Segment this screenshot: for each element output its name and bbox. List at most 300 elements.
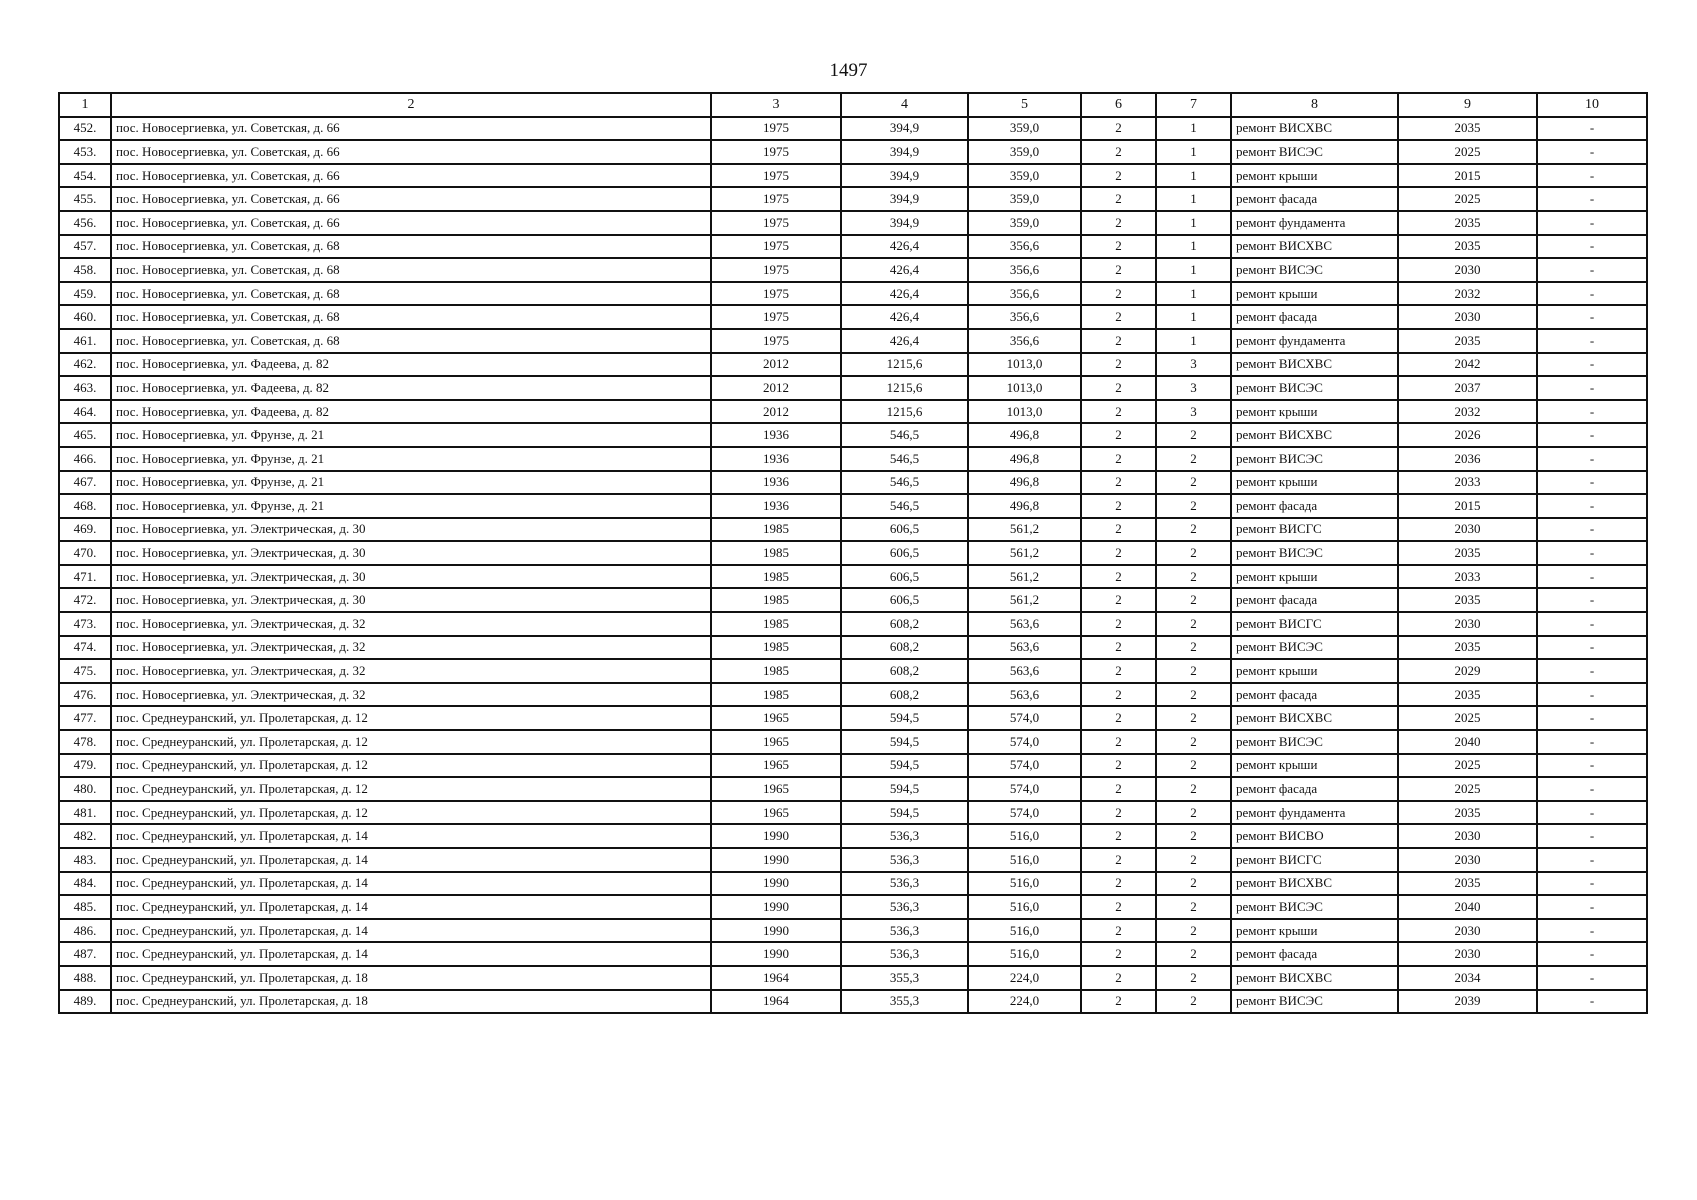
table-row <box>59 211 1647 235</box>
cell: 2 <box>1081 518 1156 542</box>
cell: 2042 <box>1398 353 1537 377</box>
table-row <box>59 824 1647 848</box>
cell: - <box>1537 801 1647 825</box>
cell: 1990 <box>711 895 841 919</box>
cell: 1975 <box>711 164 841 188</box>
cell: 2037 <box>1398 376 1537 400</box>
cell: 516,0 <box>968 848 1081 872</box>
cell: 2035 <box>1398 801 1537 825</box>
cell: 1 <box>1156 187 1231 211</box>
cell: - <box>1537 235 1647 259</box>
cell: 2 <box>1156 801 1231 825</box>
cell: 2 <box>1081 211 1156 235</box>
work-type-cell: ремонт фасада <box>1231 683 1398 707</box>
cell: 2029 <box>1398 659 1537 683</box>
table-row <box>59 754 1647 778</box>
cell: 1990 <box>711 919 841 943</box>
column-header: 2 <box>111 93 711 117</box>
row-number-cell: 478. <box>59 730 111 754</box>
cell: 1990 <box>711 872 841 896</box>
cell: 2 <box>1081 235 1156 259</box>
cell: 2 <box>1081 683 1156 707</box>
row-number-cell: 483. <box>59 848 111 872</box>
cell: 606,5 <box>841 518 968 542</box>
cell: 359,0 <box>968 140 1081 164</box>
row-number-cell: 474. <box>59 636 111 660</box>
work-type-cell: ремонт ВИСВО <box>1231 824 1398 848</box>
cell: 2 <box>1156 730 1231 754</box>
cell: 2030 <box>1398 919 1537 943</box>
cell: 594,5 <box>841 730 968 754</box>
cell: 2 <box>1156 447 1231 471</box>
cell: 563,6 <box>968 612 1081 636</box>
work-type-cell: ремонт крыши <box>1231 919 1398 943</box>
row-number-cell: 479. <box>59 754 111 778</box>
cell: 426,4 <box>841 329 968 353</box>
address-cell: пос. Новосергиевка, ул. Электрическая, д. 30 <box>111 588 711 612</box>
cell: 574,0 <box>968 706 1081 730</box>
table-row <box>59 164 1647 188</box>
cell: 2 <box>1156 895 1231 919</box>
work-type-cell: ремонт ВИСХВС <box>1231 706 1398 730</box>
cell: 2035 <box>1398 235 1537 259</box>
cell: 2 <box>1156 683 1231 707</box>
cell: 3 <box>1156 400 1231 424</box>
address-cell: пос. Среднеуранский, ул. Пролетарская, д. 14 <box>111 848 711 872</box>
cell: 2033 <box>1398 471 1537 495</box>
table-row <box>59 801 1647 825</box>
table-row <box>59 235 1647 259</box>
row-number-cell: 458. <box>59 258 111 282</box>
cell: - <box>1537 730 1647 754</box>
work-type-cell: ремонт фундамента <box>1231 801 1398 825</box>
column-header-row <box>59 93 1647 117</box>
cell: 2 <box>1156 659 1231 683</box>
cell: 1985 <box>711 541 841 565</box>
cell: - <box>1537 588 1647 612</box>
address-cell: пос. Новосергиевка, ул. Фадеева, д. 82 <box>111 376 711 400</box>
cell: - <box>1537 990 1647 1014</box>
address-cell: пос. Новосергиевка, ул. Советская, д. 66 <box>111 211 711 235</box>
cell: 2 <box>1081 258 1156 282</box>
address-cell: пос. Новосергиевка, ул. Советская, д. 68 <box>111 305 711 329</box>
address-cell: пос. Новосергиевка, ул. Советская, д. 68 <box>111 258 711 282</box>
cell: 359,0 <box>968 117 1081 141</box>
cell: 2 <box>1081 777 1156 801</box>
cell: 1936 <box>711 494 841 518</box>
cell: 2 <box>1156 541 1231 565</box>
row-number-cell: 456. <box>59 211 111 235</box>
table-row <box>59 187 1647 211</box>
cell: 2 <box>1156 872 1231 896</box>
cell: 2 <box>1081 612 1156 636</box>
cell: - <box>1537 683 1647 707</box>
cell: 2 <box>1081 966 1156 990</box>
cell: 1975 <box>711 305 841 329</box>
cell: 394,9 <box>841 187 968 211</box>
cell: 1985 <box>711 683 841 707</box>
cell: 2030 <box>1398 942 1537 966</box>
table-row <box>59 588 1647 612</box>
table-row <box>59 565 1647 589</box>
row-number-cell: 462. <box>59 353 111 377</box>
row-number-cell: 467. <box>59 471 111 495</box>
cell: 2 <box>1081 329 1156 353</box>
table-row <box>59 305 1647 329</box>
cell: 563,6 <box>968 683 1081 707</box>
cell: 2025 <box>1398 777 1537 801</box>
cell: 1936 <box>711 423 841 447</box>
work-type-cell: ремонт ВИСГС <box>1231 848 1398 872</box>
table-row <box>59 895 1647 919</box>
address-cell: пос. Новосергиевка, ул. Фадеева, д. 82 <box>111 353 711 377</box>
cell: - <box>1537 376 1647 400</box>
cell: 2 <box>1081 541 1156 565</box>
cell: 1975 <box>711 258 841 282</box>
cell: 2 <box>1081 423 1156 447</box>
work-type-cell: ремонт фасада <box>1231 588 1398 612</box>
cell: 536,3 <box>841 872 968 896</box>
cell: 2035 <box>1398 117 1537 141</box>
work-type-cell: ремонт ВИСХВС <box>1231 966 1398 990</box>
work-type-cell: ремонт крыши <box>1231 659 1398 683</box>
work-type-cell: ремонт крыши <box>1231 164 1398 188</box>
cell: 1215,6 <box>841 353 968 377</box>
work-type-cell: ремонт ВИСХВС <box>1231 423 1398 447</box>
cell: - <box>1537 872 1647 896</box>
cell: 574,0 <box>968 801 1081 825</box>
cell: 2 <box>1081 305 1156 329</box>
cell: 2035 <box>1398 541 1537 565</box>
column-header: 6 <box>1081 93 1156 117</box>
table-row <box>59 258 1647 282</box>
row-number-cell: 487. <box>59 942 111 966</box>
table-row <box>59 966 1647 990</box>
row-number-cell: 452. <box>59 117 111 141</box>
cell: - <box>1537 164 1647 188</box>
cell: 594,5 <box>841 706 968 730</box>
work-type-cell: ремонт ВИСЭС <box>1231 258 1398 282</box>
cell: 2039 <box>1398 990 1537 1014</box>
cell: 1985 <box>711 612 841 636</box>
row-number-cell: 488. <box>59 966 111 990</box>
cell: 1215,6 <box>841 376 968 400</box>
address-cell: пос. Среднеуранский, ул. Пролетарская, д. 12 <box>111 730 711 754</box>
work-type-cell: ремонт фасада <box>1231 305 1398 329</box>
cell: 574,0 <box>968 777 1081 801</box>
cell: 606,5 <box>841 541 968 565</box>
cell: 2030 <box>1398 612 1537 636</box>
cell: 2 <box>1081 140 1156 164</box>
address-cell: пос. Новосергиевка, ул. Советская, д. 66 <box>111 117 711 141</box>
cell: 2 <box>1156 565 1231 589</box>
cell: 355,3 <box>841 990 968 1014</box>
address-cell: пос. Новосергиевка, ул. Электрическая, д. 30 <box>111 518 711 542</box>
cell: 2 <box>1081 164 1156 188</box>
table-row <box>59 447 1647 471</box>
row-number-cell: 454. <box>59 164 111 188</box>
address-cell: пос. Новосергиевка, ул. Советская, д. 68 <box>111 282 711 306</box>
row-number-cell: 471. <box>59 565 111 589</box>
cell: 2 <box>1156 824 1231 848</box>
cell: 2 <box>1081 801 1156 825</box>
cell: 561,2 <box>968 518 1081 542</box>
cell: 426,4 <box>841 282 968 306</box>
cell: 1013,0 <box>968 353 1081 377</box>
work-type-cell: ремонт фасада <box>1231 777 1398 801</box>
cell: - <box>1537 942 1647 966</box>
row-number-cell: 472. <box>59 588 111 612</box>
row-number-cell: 484. <box>59 872 111 896</box>
cell: 1 <box>1156 329 1231 353</box>
cell: 2012 <box>711 376 841 400</box>
table-body <box>59 117 1647 1014</box>
column-header: 10 <box>1537 93 1647 117</box>
cell: 594,5 <box>841 777 968 801</box>
cell: 516,0 <box>968 942 1081 966</box>
cell: 594,5 <box>841 801 968 825</box>
cell: 1975 <box>711 235 841 259</box>
row-number-cell: 475. <box>59 659 111 683</box>
cell: 561,2 <box>968 588 1081 612</box>
cell: - <box>1537 258 1647 282</box>
cell: 2040 <box>1398 895 1537 919</box>
cell: 608,2 <box>841 612 968 636</box>
row-number-cell: 468. <box>59 494 111 518</box>
address-cell: пос. Новосергиевка, ул. Советская, д. 66 <box>111 140 711 164</box>
cell: 2 <box>1156 942 1231 966</box>
cell: 561,2 <box>968 565 1081 589</box>
work-type-cell: ремонт ВИСЭС <box>1231 447 1398 471</box>
work-type-cell: ремонт фундамента <box>1231 329 1398 353</box>
cell: - <box>1537 659 1647 683</box>
cell: 2030 <box>1398 848 1537 872</box>
cell: 2032 <box>1398 282 1537 306</box>
row-number-cell: 489. <box>59 990 111 1014</box>
cell: 1 <box>1156 117 1231 141</box>
row-number-cell: 466. <box>59 447 111 471</box>
column-header: 9 <box>1398 93 1537 117</box>
cell: 1975 <box>711 329 841 353</box>
cell: 2035 <box>1398 683 1537 707</box>
cell: 2 <box>1156 777 1231 801</box>
table-row <box>59 494 1647 518</box>
cell: 1 <box>1156 164 1231 188</box>
address-cell: пос. Среднеуранский, ул. Пролетарская, д. 12 <box>111 777 711 801</box>
cell: 2 <box>1081 872 1156 896</box>
cell: 1990 <box>711 824 841 848</box>
work-type-cell: ремонт ВИСХВС <box>1231 872 1398 896</box>
cell: 536,3 <box>841 824 968 848</box>
row-number-cell: 464. <box>59 400 111 424</box>
cell: 2 <box>1156 423 1231 447</box>
address-cell: пос. Новосергиевка, ул. Фадеева, д. 82 <box>111 400 711 424</box>
cell: - <box>1537 777 1647 801</box>
cell: - <box>1537 140 1647 164</box>
cell: 2 <box>1081 659 1156 683</box>
cell: 2 <box>1081 942 1156 966</box>
cell: - <box>1537 494 1647 518</box>
cell: 355,3 <box>841 966 968 990</box>
row-number-cell: 485. <box>59 895 111 919</box>
cell: 426,4 <box>841 305 968 329</box>
cell: 563,6 <box>968 659 1081 683</box>
address-cell: пос. Среднеуранский, ул. Пролетарская, д. 12 <box>111 706 711 730</box>
table-row <box>59 990 1647 1014</box>
table-row <box>59 612 1647 636</box>
cell: 2025 <box>1398 754 1537 778</box>
cell: 1 <box>1156 235 1231 259</box>
row-number-cell: 486. <box>59 919 111 943</box>
cell: 2012 <box>711 353 841 377</box>
cell: 1985 <box>711 636 841 660</box>
row-number-cell: 463. <box>59 376 111 400</box>
cell: - <box>1537 117 1647 141</box>
cell: 2 <box>1156 966 1231 990</box>
cell: 2030 <box>1398 258 1537 282</box>
cell: 2 <box>1081 187 1156 211</box>
address-cell: пос. Среднеуранский, ул. Пролетарская, д. 14 <box>111 895 711 919</box>
cell: 496,8 <box>968 494 1081 518</box>
cell: - <box>1537 518 1647 542</box>
table-row <box>59 730 1647 754</box>
cell: 1975 <box>711 140 841 164</box>
row-number-cell: 460. <box>59 305 111 329</box>
cell: - <box>1537 541 1647 565</box>
cell: 1936 <box>711 447 841 471</box>
cell: 2012 <box>711 400 841 424</box>
address-cell: пос. Среднеуранский, ул. Пролетарская, д. 14 <box>111 919 711 943</box>
cell: 2 <box>1081 588 1156 612</box>
cell: 356,6 <box>968 235 1081 259</box>
cell: 2 <box>1156 706 1231 730</box>
cell: 2032 <box>1398 400 1537 424</box>
cell: 356,6 <box>968 329 1081 353</box>
cell: 516,0 <box>968 895 1081 919</box>
address-cell: пос. Новосергиевка, ул. Фрунзе, д. 21 <box>111 447 711 471</box>
cell: 1985 <box>711 588 841 612</box>
cell: 2034 <box>1398 966 1537 990</box>
address-cell: пос. Новосергиевка, ул. Электрическая, д. 30 <box>111 565 711 589</box>
cell: 546,5 <box>841 494 968 518</box>
row-number-cell: 469. <box>59 518 111 542</box>
work-type-cell: ремонт ВИСЭС <box>1231 140 1398 164</box>
row-number-cell: 465. <box>59 423 111 447</box>
cell: 1965 <box>711 754 841 778</box>
cell: 2035 <box>1398 211 1537 235</box>
cell: 516,0 <box>968 919 1081 943</box>
cell: - <box>1537 848 1647 872</box>
cell: 536,3 <box>841 848 968 872</box>
table-row <box>59 919 1647 943</box>
cell: 574,0 <box>968 730 1081 754</box>
row-number-cell: 482. <box>59 824 111 848</box>
cell: 2 <box>1081 117 1156 141</box>
table-row <box>59 777 1647 801</box>
address-cell: пос. Среднеуранский, ул. Пролетарская, д. 14 <box>111 942 711 966</box>
cell: 426,4 <box>841 258 968 282</box>
cell: 356,6 <box>968 305 1081 329</box>
table-row <box>59 376 1647 400</box>
row-number-cell: 476. <box>59 683 111 707</box>
table-row <box>59 872 1647 896</box>
cell: 546,5 <box>841 471 968 495</box>
cell: 2 <box>1081 895 1156 919</box>
column-header: 7 <box>1156 93 1231 117</box>
address-cell: пос. Среднеуранский, ул. Пролетарская, д. 18 <box>111 990 711 1014</box>
cell: 2 <box>1081 565 1156 589</box>
cell: - <box>1537 612 1647 636</box>
cell: 2036 <box>1398 447 1537 471</box>
address-cell: пос. Новосергиевка, ул. Фрунзе, д. 21 <box>111 471 711 495</box>
address-cell: пос. Новосергиевка, ул. Советская, д. 66 <box>111 187 711 211</box>
cell: 1975 <box>711 187 841 211</box>
cell: 2 <box>1081 848 1156 872</box>
cell: 496,8 <box>968 423 1081 447</box>
cell: - <box>1537 447 1647 471</box>
column-header: 3 <box>711 93 841 117</box>
cell: 426,4 <box>841 235 968 259</box>
work-type-cell: ремонт ВИСЭС <box>1231 636 1398 660</box>
work-type-cell: ремонт крыши <box>1231 282 1398 306</box>
cell: 3 <box>1156 353 1231 377</box>
row-number-cell: 461. <box>59 329 111 353</box>
cell: 496,8 <box>968 471 1081 495</box>
cell: 2 <box>1156 919 1231 943</box>
cell: 224,0 <box>968 966 1081 990</box>
work-type-cell: ремонт ВИСЭС <box>1231 376 1398 400</box>
address-cell: пос. Среднеуранский, ул. Пролетарская, д. 14 <box>111 824 711 848</box>
cell: - <box>1537 211 1647 235</box>
table-row <box>59 117 1647 141</box>
cell: - <box>1537 919 1647 943</box>
table-row <box>59 541 1647 565</box>
cell: 2025 <box>1398 187 1537 211</box>
page-number: 1497 <box>829 60 868 81</box>
work-type-cell: ремонт ВИСЭС <box>1231 895 1398 919</box>
address-cell: пос. Новосергиевка, ул. Электрическая, д. 30 <box>111 541 711 565</box>
cell: 608,2 <box>841 636 968 660</box>
cell: 2 <box>1156 518 1231 542</box>
work-type-cell: ремонт ВИСЭС <box>1231 730 1398 754</box>
work-type-cell: ремонт фасада <box>1231 494 1398 518</box>
cell: 2 <box>1081 754 1156 778</box>
cell: 2 <box>1081 471 1156 495</box>
address-cell: пос. Новосергиевка, ул. Советская, д. 68 <box>111 235 711 259</box>
cell: 2 <box>1081 824 1156 848</box>
work-type-cell: ремонт крыши <box>1231 471 1398 495</box>
address-cell: пос. Новосергиевка, ул. Советская, д. 68 <box>111 329 711 353</box>
cell: 2 <box>1081 494 1156 518</box>
table-row <box>59 400 1647 424</box>
work-type-cell: ремонт крыши <box>1231 565 1398 589</box>
row-number-cell: 477. <box>59 706 111 730</box>
cell: 394,9 <box>841 140 968 164</box>
cell: 1985 <box>711 518 841 542</box>
cell: - <box>1537 706 1647 730</box>
cell: 2 <box>1081 919 1156 943</box>
cell: 1975 <box>711 282 841 306</box>
cell: 1013,0 <box>968 376 1081 400</box>
address-cell: пос. Среднеуранский, ул. Пролетарская, д. 12 <box>111 754 711 778</box>
cell: - <box>1537 282 1647 306</box>
cell: 536,3 <box>841 895 968 919</box>
table-row <box>59 471 1647 495</box>
address-cell: пос. Новосергиевка, ул. Советская, д. 66 <box>111 164 711 188</box>
cell: 2 <box>1081 990 1156 1014</box>
address-cell: пос. Среднеуранский, ул. Пролетарская, д. 14 <box>111 872 711 896</box>
table-row <box>59 683 1647 707</box>
